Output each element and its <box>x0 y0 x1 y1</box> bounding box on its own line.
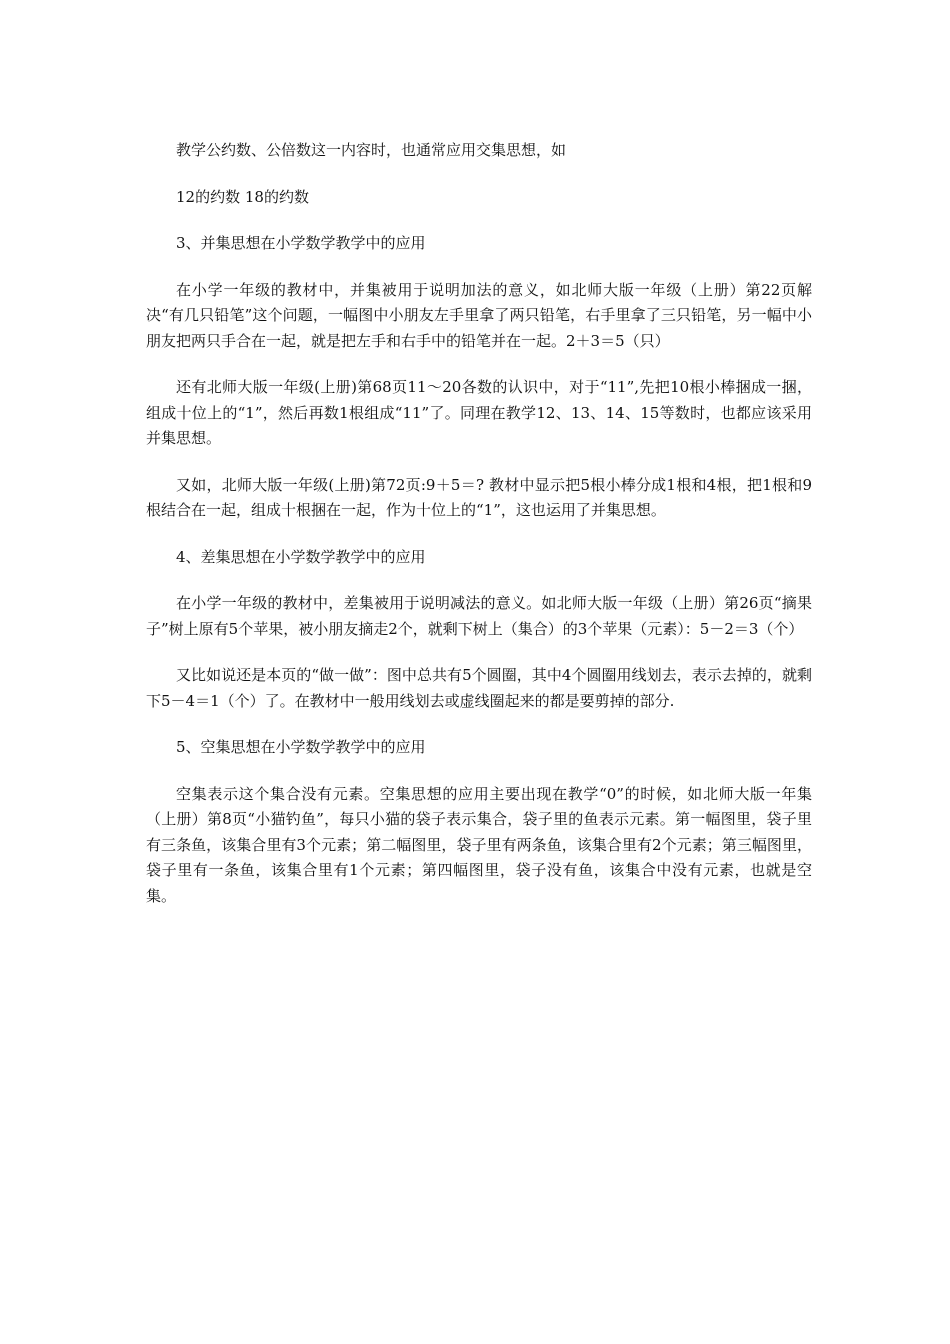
paragraph-difference-exercise: 又比如说还是本页的“做一做”：图中总共有5个圆圈，其中4个圆圈用线划去，表示去掉的，就剩下5－4＝1（个）了。在教材中一般用线划去或虚线圈起来的都是要剪掉的部分. <box>146 666 812 710</box>
section-heading-difference: 4、差集思想在小学数学教学中的应用 <box>176 547 426 566</box>
paragraph-intersection-intro: 教学公约数、公倍数这一内容时，也通常应用交集思想，如 <box>176 141 567 159</box>
section-heading-empty-set: 5、空集思想在小学数学教学中的应用 <box>176 738 426 756</box>
document-page <box>146 138 812 930</box>
paragraph-empty-set: 空集表示这个集合没有元素。空集思想的应用主要出现在教学“0”的时候，如北师大版一年集（上册）第8页“小猫钓鱼”，每只小猫的袋子表示集合，袋子里的鱼表示元素。第一幅图里，袋子里有三条鱼，该集合里有3个元素；第二幅图里，袋子里有两条鱼，该集合里有2个元素；第三幅图里，袋子里有一条鱼，该集合里有1个元素；第四幅图里，袋子没有鱼，该集合中没有元素，也就是空集。 <box>146 784 812 905</box>
paragraph-union-counting: 还有北师大版一年级(上册)第68页11～20各数的认识中，对于“11”,先把10根小棒捆成一捆，组成十位上的“1”，然后再数1根组成“11”了。同理在教学12、13、14、15等数时，也都应该采用并集思想。 <box>146 378 812 447</box>
section-heading-union: 3、并集思想在小学数学教学中的应用 <box>176 234 426 252</box>
paragraph-union-carry: 又如，北师大版一年级(上册)第72页:9＋5＝? 教材中显示把5根小棒分成1根和4根，把1根和9根结合在一起，组成十根捆在一起，作为十位上的“1”，这也运用了并集思想。 <box>146 475 812 519</box>
paragraph-difference-subtraction: 在小学一年级的教材中，差集被用于说明减法的意义。如北师大版一年级（上册）第26页“摘果子”树上原有5个苹果，被小朋友摘走2个，就剩下树上（集合）的3个苹果（元素）：5－2＝3（个） <box>146 594 812 638</box>
paragraph-divisors-example: 12的约数 18的约数 <box>176 187 309 206</box>
paragraph-union-addition: 在小学一年级的教材中，并集被用于说明加法的意义，如北师大版一年级（上册）第22页解决“有几只铅笔”这个问题，一幅图中小朋友左手里拿了两只铅笔，右手里拿了三只铅笔，另一幅中小朋友把两只手合在一起，就是把左手和右手中的铅笔并在一起。2＋3＝5（只） <box>146 280 812 350</box>
